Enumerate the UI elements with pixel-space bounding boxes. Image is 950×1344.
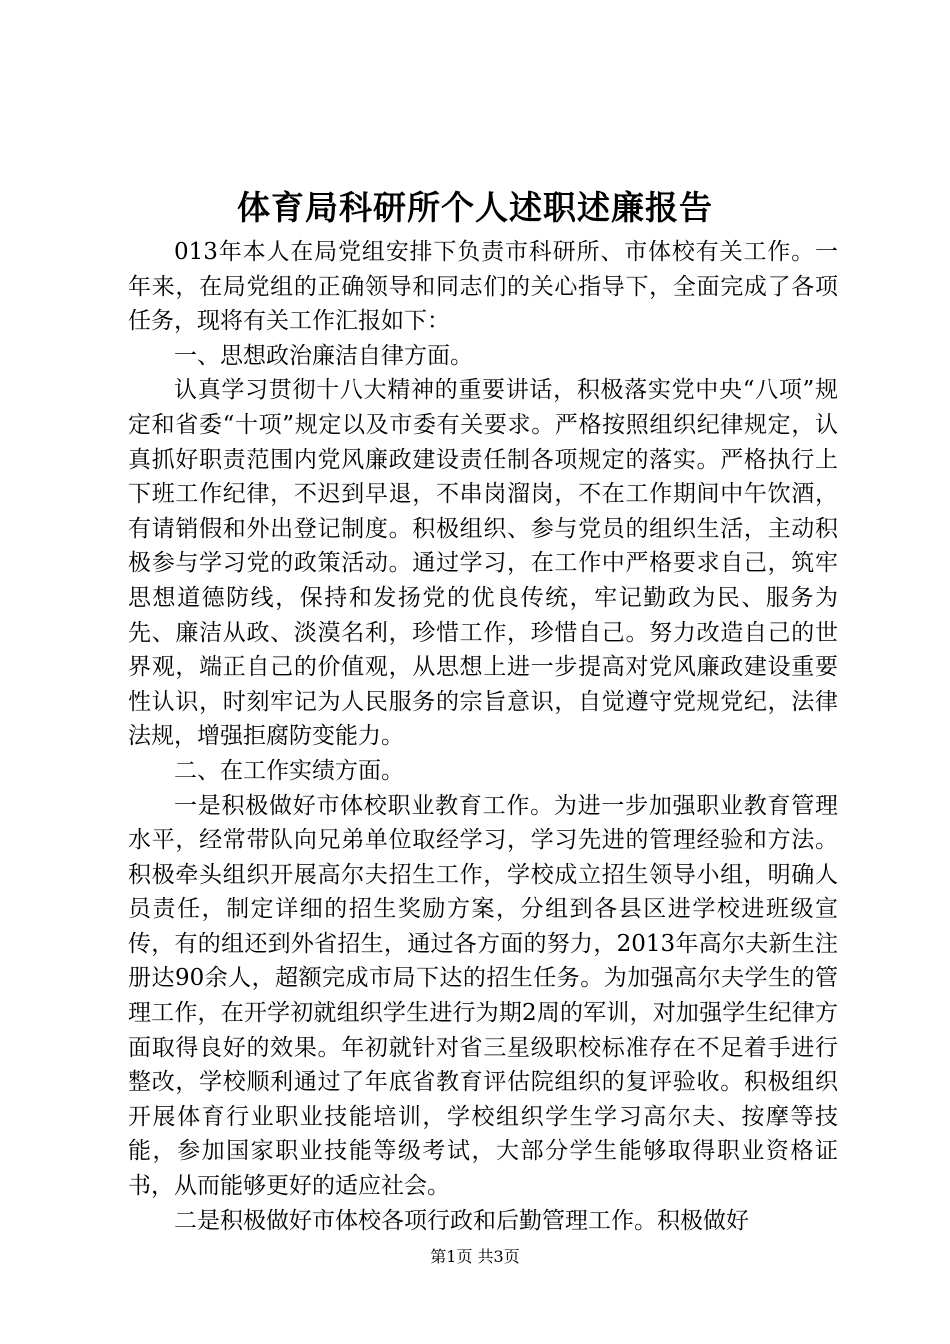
section-heading-1: 一、思想政治廉洁自律方面。 (174, 342, 473, 369)
page-footer: 第1页 共3页 (430, 1247, 520, 1266)
paragraph-section-1: 认真学习贯彻十八大精神的重要讲话，积极落实党中央“八项”规定和省委“十项”规定以及市委有关要求。严格按照组织纪律规定，认真抓好职责范围内党风廉政建设责任制各项规定的落实。严格执行上下班工作纪律，不迟到早退，不串岗溜岗，不在工作期间中午饮酒，有请销假和外出登记制度。积极组织、参与党员的组织生活，主动积极参与学习党的政策活动。通过学习，在工作中严格要求自己，筑牢思想道德防线，保持和发扬党的优良传统，牢记勤政为民、服务为先、廉洁从政、淡漠名利，珍惜工作，珍惜自己。努力改造自己的世界观，端正自己的价值观，从思想上进一步提高对党风廉政建设重要性认识，时刻牢记为人民服务的宗旨意识，自觉遵守党规党纪，法律法规，增强拒腐防变能力。 (128, 377, 838, 750)
paragraph-section-2-item-1: 一是积极做好市体校职业教育工作。为进一步加强职业教育管理水平，经常带队向兄弟单位取经学习，学习先进的管理经验和方法。积极牵头组织开展高尔夫招生工作，学校成立招生领导小组，明确人员责任，制定详细的招生奖励方案，分组到各县区进学校进班级宣传，有的组还到外省招生，通过各方面的努力，2013年高尔夫新生注册达90余人，超额完成市局下达的招生任务。为加强高尔夫学生的管理工作，在开学初就组织学生进行为期2周的军训，对加强学生纪律方面取得良好的效果。年初就针对省三星级职校标准存在不足着手进行整改，学校顺利通过了年底省教育评估院组织的复评验收。积极组织开展体育行业职业技能培训，学校组织学生学习高尔夫、按摩等技能，参加国家职业技能等级考试，大部分学生能够取得职业资格证书，从而能够更好的适应社会。 (128, 792, 838, 1200)
document-body (128, 235, 838, 1238)
paragraph-intro: 013年本人在局党组安排下负责市科研所、市体校有关工作。一年来，在局党组的正确领导和同志们的关心指导下，全面完成了各项任务，现将有关工作汇报如下： (128, 239, 838, 335)
section-heading-2: 二、在工作实绩方面。 (174, 757, 404, 784)
document-title: 体育局科研所个人述职述廉报告 (237, 188, 713, 227)
paragraph-section-2-item-2: 二是积极做好市体校各项行政和后勤管理工作。积极做好 (174, 1207, 749, 1234)
